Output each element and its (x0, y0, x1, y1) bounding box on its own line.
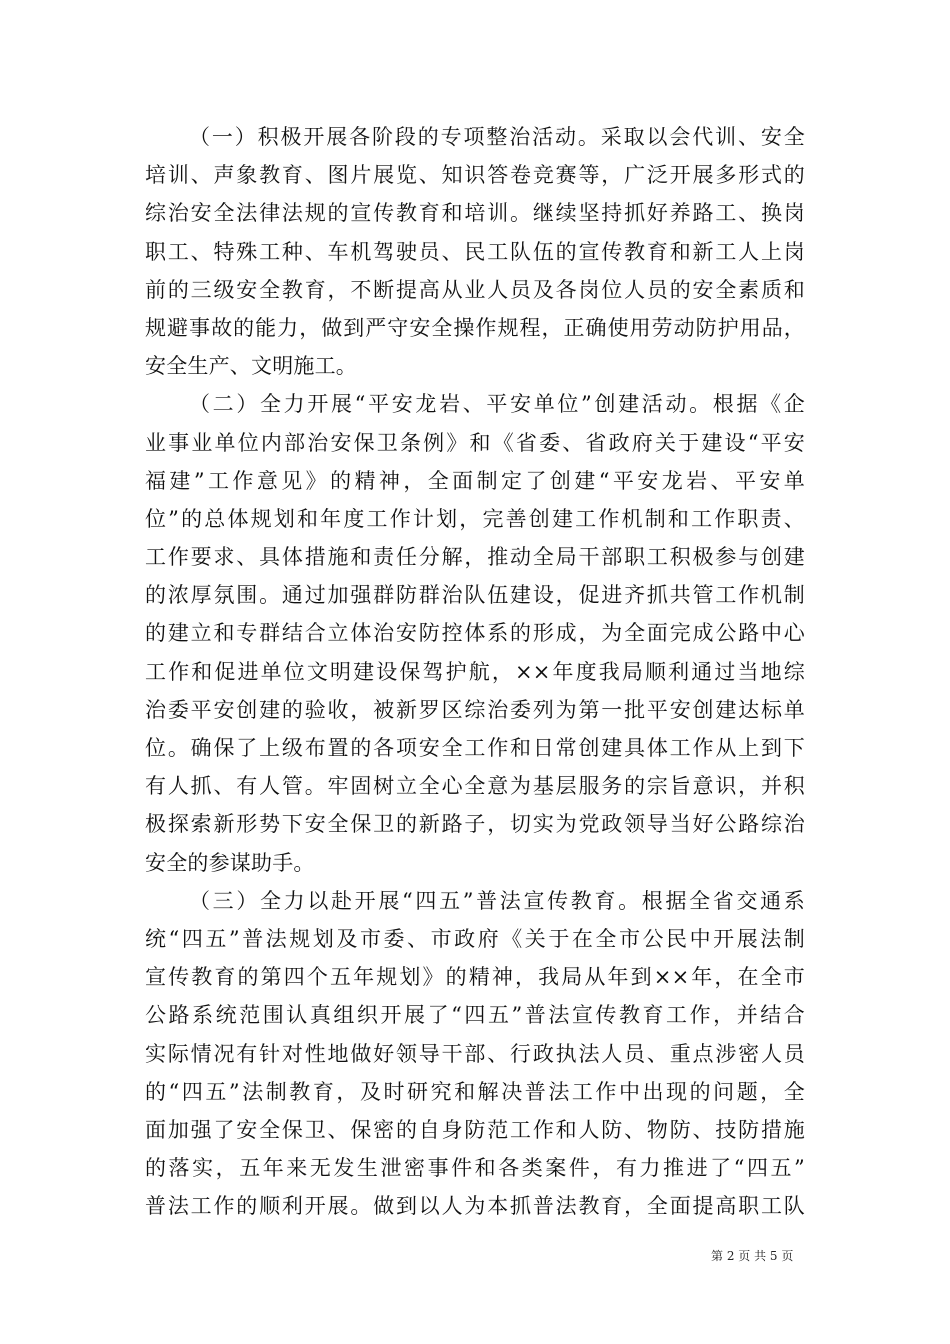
text-line: 业事业单位内部治安保卫条例》和《省委、省政府关于建设“平安 (145, 430, 805, 455)
body-text (145, 118, 805, 1225)
text-line: 的落实，五年来无发生泄密事件和各类案件，有力推进了“四五” (145, 1156, 805, 1181)
page-number: 第 2 页 共 5 页 (711, 1249, 794, 1263)
text-line: 的建立和专群结合立体治安防控体系的形成，为全面完成公路中心 (145, 621, 805, 646)
text-line: 普法工作的顺利开展。做到以人为本抓普法教育，全面提高职工队 (145, 1194, 805, 1219)
text-line: 综治安全法律法规的宣传教育和培训。继续坚持抓好养路工、换岗 (145, 201, 805, 226)
text-line: 治委平安创建的验收，被新罗区综治委列为第一批平安创建达标单 (145, 697, 805, 722)
text-line: （一）积极开展各阶段的专项整治活动。采取以会代训、安全 (189, 125, 805, 149)
text-line: 安全的参谋助手。 (145, 850, 315, 875)
text-line: 宣传教育的第四个五年规划》的精神，我局从年到××年，在全市 (145, 965, 805, 990)
text-line: （三）全力以赴开展“四五”普法宣传教育。根据全省交通系 (189, 888, 805, 913)
text-line: 位。确保了上级布置的各项安全工作和日常创建具体工作从上到下 (145, 736, 805, 760)
text-line: 福建”工作意见》的精神，全面制定了创建“平安龙岩、平安单 (145, 468, 805, 493)
text-line: 培训、声象教育、图片展览、知识答卷竞赛等，广泛开展多形式的 (145, 163, 805, 188)
text-line: 规避事故的能力，做到严守安全操作规程，正确使用劳动防护用品， (145, 315, 805, 340)
text-line: 面加强了安全保卫、保密的自身防范工作和人防、物防、技防措施 (145, 1117, 805, 1142)
text-line: 有人抓、有人管。牢固树立全心全意为基层服务的宗旨意识，并积 (145, 774, 805, 799)
text-line: 安全生产、文明施工。 (145, 354, 357, 379)
text-line: 极探索新形势下安全保卫的新路子，切实为党政领导当好公路综治 (145, 812, 805, 837)
text-line: 的浓厚氛围。通过加强群防群治队伍建设，促进齐抓共管工作机制 (145, 583, 805, 608)
text-line: 的“四五”法制教育，及时研究和解决普法工作中出现的问题，全 (145, 1079, 805, 1104)
text-line: 统“四五”普法规划及市委、市政府《关于在全市公民中开展法制 (145, 926, 805, 951)
text-line: 前的三级安全教育，不断提高从业人员及各岗位人员的安全素质和 (145, 277, 805, 302)
text-line: 工作和促进单位文明建设保驾护航，××年度我局顺利通过当地综 (145, 659, 805, 684)
text-line: 职工、特殊工种、车机驾驶员、民工队伍的宣传教育和新工人上岗 (145, 239, 805, 264)
text-line: 位”的总体规划和年度工作计划，完善创建工作机制和工作职责、 (145, 506, 805, 531)
text-line: 工作要求、具体措施和责任分解，推动全局干部职工积极参与创建 (145, 545, 805, 570)
text-line: （二）全力开展“平安龙岩、平安单位”创建活动。根据《企 (189, 392, 805, 417)
text-line: 公路系统范围认真组织开展了“四五”普法宣传教育工作，并结合 (145, 1003, 805, 1028)
text-line: 实际情况有针对性地做好领导干部、行政执法人员、重点涉密人员 (145, 1041, 805, 1066)
